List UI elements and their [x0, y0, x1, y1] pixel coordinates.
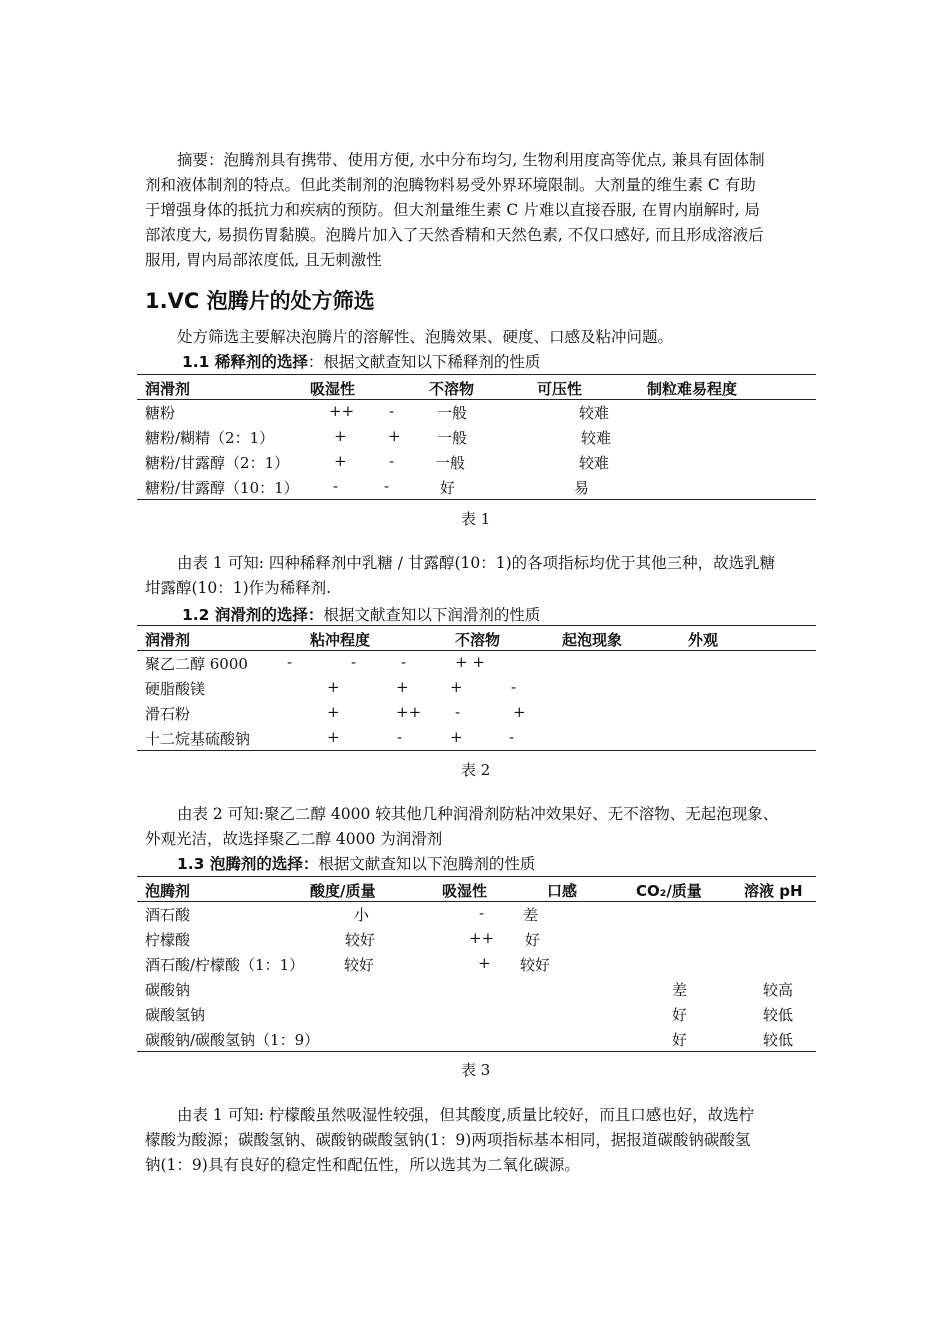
- table-cell: 差: [672, 981, 688, 999]
- abstract-line: 部浓度大, 易损伤胃黏膜。泡腾片加入了天然香精和天然色素, 不仅口感好, 而且形成溶液后: [145, 226, 764, 244]
- table-cell: 聚乙二醇 6000: [145, 655, 248, 673]
- subsection-text: 根据文献查知以下润滑剂的性质: [323, 606, 541, 624]
- table-cell: 碳酸钠/碳酸氢钠（1：9）: [145, 1031, 320, 1049]
- table-cell: 较难: [579, 454, 610, 472]
- table-3: [137, 876, 816, 1056]
- table-cell: 糖粉/糊精（2：1）: [145, 429, 275, 447]
- analysis-paragraph-2: [145, 802, 817, 852]
- table-header-cell: 外观: [688, 631, 719, 649]
- abstract-line: 于增强身体的抵抗力和疾病的预防。但大剂量维生素 C 片难以直接吞服, 在胃内崩解时, 局: [145, 201, 760, 219]
- table-cell: 好: [440, 479, 456, 497]
- table-header-cell: 起泡现象: [562, 631, 623, 649]
- table-header-cell: 不溶物: [429, 380, 475, 398]
- table-cell: 十二烷基硫酸钠: [145, 730, 251, 748]
- table-bottom-rule: [137, 1051, 816, 1052]
- table-cell: 较难: [581, 429, 612, 447]
- table-cell: -: [397, 728, 403, 746]
- table-cell: 较低: [763, 1031, 794, 1049]
- table-cell: +: [478, 954, 491, 972]
- table-top-rule: [137, 374, 816, 375]
- table-cell: 一般: [435, 454, 466, 472]
- table-cell: ++: [469, 929, 495, 947]
- table-bottom-rule: [137, 499, 816, 500]
- table-header-cell: 吸湿性: [310, 380, 356, 398]
- table-caption: 表 2: [461, 761, 491, 779]
- table-cell: -: [509, 728, 515, 746]
- table-header-cell: 溶液 pH: [744, 882, 803, 900]
- table-cell: ++: [396, 703, 422, 721]
- table-cell: 较难: [579, 404, 610, 422]
- analysis-paragraph-3: [145, 1103, 817, 1178]
- table-header-rule: [137, 650, 816, 651]
- table-cell: -: [479, 904, 485, 922]
- table-cell: 较低: [763, 1006, 794, 1024]
- subsection-heading: 1.1 稀释剂的选择: [182, 353, 308, 371]
- paragraph-line: 钠(1：9)具有良好的稳定性和配伍性，所以选其为二氧化碳源。: [145, 1156, 580, 1174]
- table-2: [137, 625, 816, 755]
- subsection-text: ：根据文献查知以下稀释剂的性质: [307, 353, 541, 371]
- table-cell: -: [287, 653, 293, 671]
- table-cell: -: [401, 653, 407, 671]
- table-header-cell: 润滑剂: [145, 380, 191, 398]
- subsection-1-3: [177, 852, 535, 874]
- subsection-heading: 1.3 泡腾剂的选择：: [177, 855, 319, 873]
- table-cell: +: [388, 427, 401, 445]
- table-header-cell: CO₂/质量: [636, 882, 702, 900]
- table-cell: 较好: [345, 931, 376, 949]
- subsection-1-2: [182, 603, 540, 625]
- subsection-1-1: [182, 350, 540, 372]
- subsection-heading: 1.2 润滑剂的选择：: [182, 606, 324, 624]
- table-cell: +: [513, 703, 526, 721]
- paragraph-line: 檬酸为酸源；碳酸氢钠、碳酸钠碳酸氢钠(1：9)两项指标基本相同，据报道碳酸钠碳酸氢: [145, 1131, 751, 1149]
- table-cell: -: [351, 653, 357, 671]
- table-cell: 好: [672, 1006, 688, 1024]
- table-cell: -: [389, 452, 395, 470]
- table-cell: -: [384, 477, 390, 495]
- intro-text: 处方筛选主要解决泡腾片的溶解性、泡腾效果、硬度、口感及粘冲问题。: [177, 328, 674, 346]
- table-1: [137, 374, 816, 504]
- table-cell: 碳酸氢钠: [145, 1006, 206, 1024]
- table-cell: 滑石粉: [145, 705, 191, 723]
- table-cell: 酒石酸/柠檬酸（1：1）: [145, 956, 305, 974]
- table-top-rule: [137, 625, 816, 626]
- table-cell: +: [327, 678, 340, 696]
- table-cell: 酒石酸: [145, 906, 191, 924]
- table-cell: ++: [329, 402, 355, 420]
- table-header-cell: 酸度/质量: [310, 882, 376, 900]
- paragraph-line: 外观光洁，故选择聚乙二醇 4000 为润滑剂: [145, 830, 443, 848]
- table-cell: 较好: [344, 956, 375, 974]
- table-cell: 较好: [520, 956, 551, 974]
- table-cell: -: [389, 402, 395, 420]
- paragraph-line: 由表 2 可知:聚乙二醇 4000 较其他几种润滑剂防粘冲效果好、无不溶物、无起泡现象、: [177, 805, 779, 823]
- table-header-cell: 口感: [547, 882, 578, 900]
- table-header-cell: 吸湿性: [442, 882, 488, 900]
- abstract-line: 服用, 胃内局部浓度低, 且无刺激性: [145, 251, 382, 269]
- table-cell: 小: [354, 906, 370, 924]
- paragraph-line: 由表 1 可知: 四种稀释剂中乳糖 / 甘露醇(10：1)的各项指标均优于其他三种，故选乳糖: [177, 554, 776, 572]
- table-cell: +: [450, 678, 463, 696]
- paragraph-line: 由表 1 可知: 柠檬酸虽然吸湿性较强，但其酸度,质量比较好，而且口感也好，故选柠: [177, 1106, 755, 1124]
- table-caption: 表 3: [461, 1061, 491, 1079]
- table-cell: 较高: [763, 981, 794, 999]
- table-cell: 柠檬酸: [145, 931, 191, 949]
- table-cell: 一般: [437, 404, 468, 422]
- abstract-line: 摘要：泡腾剂具有携带、使用方便, 水中分布均匀, 生物利用度高等优点, 兼具有固体制: [177, 151, 765, 169]
- table-top-rule: [137, 876, 816, 877]
- abstract-line: 剂和液体制剂的特点。但此类制剂的泡腾物料易受外界环境限制。大剂量的维生素 C 有助: [145, 176, 756, 194]
- table-cell: 差: [523, 906, 539, 924]
- table-cell: -: [455, 703, 461, 721]
- section-title: 1.VC 泡腾片的处方筛选: [145, 289, 375, 313]
- table-cell: 一般: [437, 429, 468, 447]
- table-cell: +: [450, 728, 463, 746]
- table-cell: + +: [455, 653, 485, 671]
- table-cell: 硬脂酸镁: [145, 680, 206, 698]
- table-cell: +: [396, 678, 409, 696]
- table-cell: -: [333, 477, 339, 495]
- table-bottom-rule: [137, 750, 816, 751]
- table-cell: 碳酸钠: [145, 981, 191, 999]
- table-header-cell: 制粒难易程度: [647, 380, 738, 398]
- table-header-cell: 润滑剂: [145, 631, 191, 649]
- table-cell: +: [327, 703, 340, 721]
- abstract-paragraph: [145, 148, 817, 273]
- table-header-rule: [137, 399, 816, 400]
- table-cell: +: [334, 452, 347, 470]
- table-cell: 好: [525, 931, 541, 949]
- table-cell: 糖粉/甘露醇（10：1）: [145, 479, 299, 497]
- table-cell: +: [334, 427, 347, 445]
- subsection-text: 根据文献查知以下泡腾剂的性质: [318, 855, 536, 873]
- table-cell: 糖粉/甘露醇（2：1）: [145, 454, 290, 472]
- table-header-rule: [137, 901, 816, 902]
- table-cell: +: [327, 728, 340, 746]
- table-header-cell: 不溶物: [455, 631, 501, 649]
- table-cell: 好: [672, 1031, 688, 1049]
- table-caption: 表 1: [461, 510, 491, 528]
- table-cell: -: [511, 678, 517, 696]
- table-cell: 糖粉: [145, 404, 176, 422]
- table-header-cell: 可压性: [537, 380, 583, 398]
- paragraph-line: 坩露醇(10：1)作为稀释剂.: [145, 579, 332, 597]
- table-header-cell: 粘冲程度: [310, 631, 371, 649]
- table-cell: 易: [574, 479, 590, 497]
- table-header-cell: 泡腾剂: [145, 882, 191, 900]
- analysis-paragraph-1: [145, 551, 817, 601]
